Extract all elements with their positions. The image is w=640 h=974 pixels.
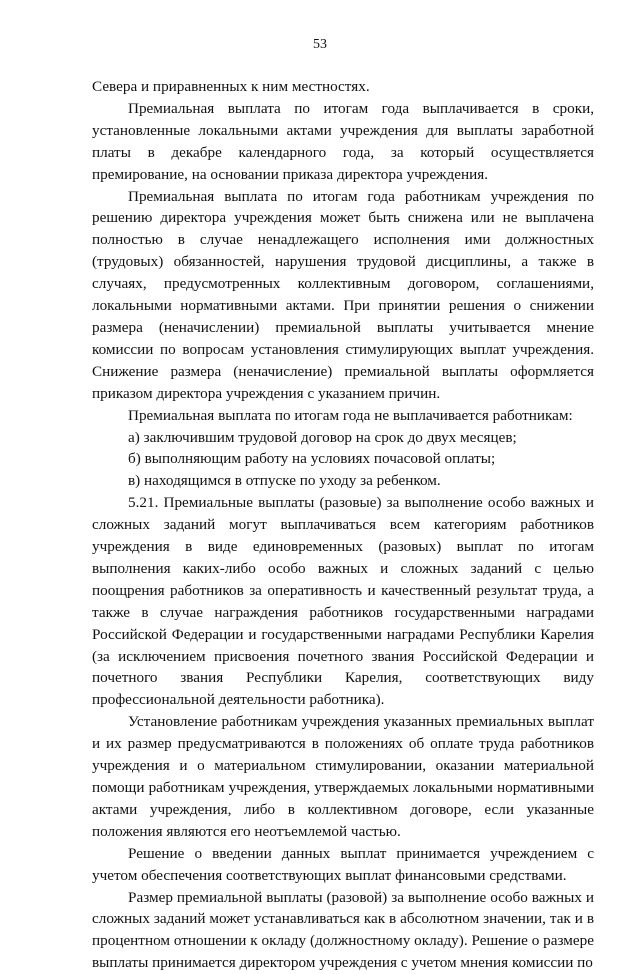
paragraph: Решение о введении данных выплат принимается учреждением с учетом обеспечения соответствующих выплат финансовыми средствами. (92, 844, 594, 884)
document-body (92, 76, 594, 974)
list-item: в) находящимся в отпуске по уходу за ребенком. (128, 472, 441, 490)
paragraph: Севера и приравненных к ним местностях. (92, 78, 370, 95)
section-paragraph: 5.21. Премиальные выплаты (разовые) за выполнение особо важных и сложных заданий могут выплачиваться всем категориям работников учреждения в виде единовременных (разовых) выплат по итогам выполнения каких-либо особо важных и сложных заданий с целью поощрения работников за оперативность и качественный результат труда, а также в случае награждения работников государственными наградами Российской Федерации и государственными наградами Республики Карелия (за исключением присвоения почетного звания Российской Федерации и почетного звания Республики Карелия, соответствующих виду профессиональной деятельности работника). (92, 494, 594, 709)
paragraph: Премиальная выплата по итогам года работникам учреждения по решению директора учреждения может быть снижена или не выплачена полностью в случае ненадлежащего исполнения ими должностных (трудовых) обязанностей, нарушения трудовой дисциплины, а также в случаях, предусмотренных коллективным договором, соглашениями, локальными нормативными актами. При принятии решения о снижении размера (неначислении) премиальной выплаты учитывается мнение комиссии по вопросам установления стимулирующих выплат учреждения. Снижение размера (неначисление) премиальной выплаты оформляется приказом директора учреждения с указанием причин. (92, 187, 594, 402)
paragraph: Премиальная выплата по итогам года выплачивается в сроки, установленные локальными актами учреждения для выплаты заработной платы в декабре календарного года, за который осуществляется премирование, на основании приказа директора учреждения. (92, 99, 594, 183)
paragraph: Премиальная выплата по итогам года не выплачивается работникам: (128, 406, 573, 424)
page-number: 53 (313, 37, 327, 52)
paragraph: Установление работникам учреждения указанных премиальных выплат и их размер предусматриваются в положениях об оплате труда работников учреждения и о материальном стимулировании, оказании материальной помощи работникам учреждения, утверждаемых локальными нормативными актами учреждения, либо в коллективном договоре, если указанные положения являются его неотъемлемой частью. (92, 713, 594, 840)
list-item: б) выполняющим работу на условиях почасовой оплаты; (128, 450, 496, 468)
list-item: а) заключившим трудовой договор на срок до двух месяцев; (128, 428, 517, 446)
paragraph: Размер премиальной выплаты (разовой) за выполнение особо важных и сложных заданий может устанавливаться как в абсолютном значении, так и в процентном отношении к окладу (должностному окладу). Решение о размере выплаты принимается директором учреждения с учетом мнения комиссии по (92, 888, 594, 972)
